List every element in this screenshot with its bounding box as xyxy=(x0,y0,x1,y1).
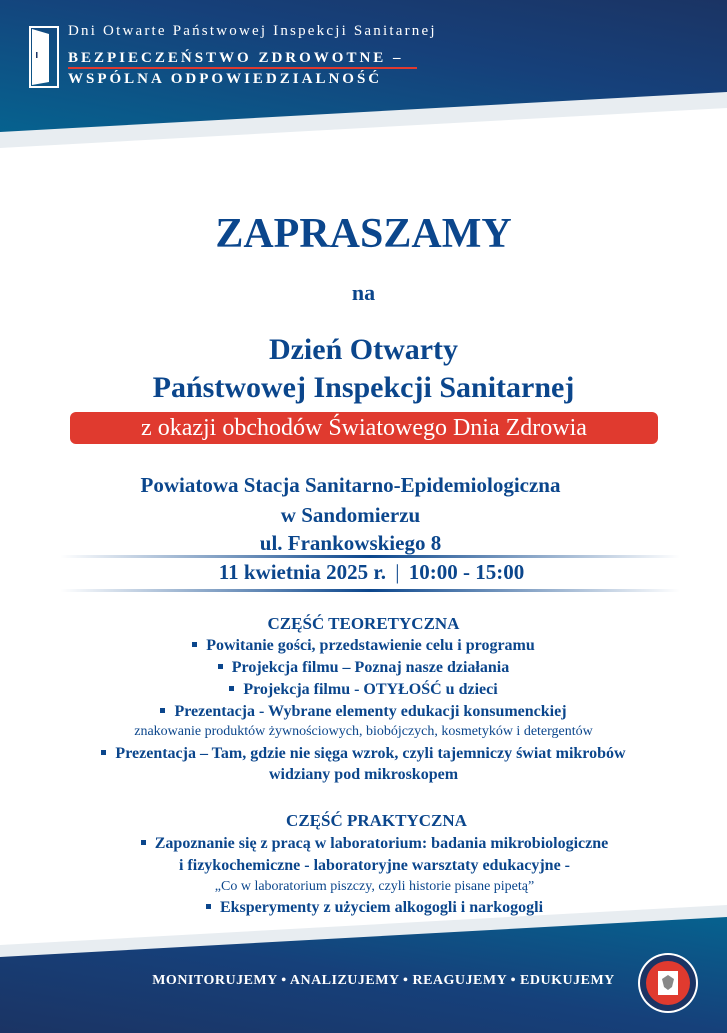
time: 10:00 - 15:00 xyxy=(408,560,525,584)
event-title-line2: Państwowej Inspekcji Sanitarnej xyxy=(152,371,575,404)
venue-line1: Powiatowa Stacja Sanitarno-Epidemiologiczna xyxy=(140,473,561,497)
date-time: 11 kwietnia 2025 r. | 10:00 - 15:00 xyxy=(218,560,525,584)
list-item: Prezentacja - Wybrane elementy edukacji konsumenckiej xyxy=(0,703,727,721)
list-item: Projekcja filmu – Poznaj nasze działania xyxy=(0,659,727,677)
list-item: Zapoznanie się z pracą w laboratorium: badania mikrobiologiczne xyxy=(11,835,727,853)
date: 11 kwietnia 2025 r. xyxy=(218,560,387,584)
divider xyxy=(60,589,680,592)
list-item-continuation: widziany pod mikroskopem xyxy=(268,766,459,783)
list-item: Eksperymenty z użyciem alkogogli i narkogogli xyxy=(11,899,727,917)
event-title-line1: Dzień Otwarty xyxy=(268,333,459,366)
venue-line2: w Sandomierzu xyxy=(280,503,421,527)
invite-title: ZAPRASZAMY xyxy=(215,211,512,257)
na-text: na xyxy=(351,280,376,305)
list-item: Projekcja filmu - OTYŁOŚĆ u dzieci xyxy=(0,681,727,699)
list-item-subtext: znakowanie produktów żywnościowych, biobójczych, kosmetyków i detergentów xyxy=(134,724,593,739)
occasion-banner: z okazji obchodów Światowego Dnia Zdrowia xyxy=(70,412,658,444)
header-slogan-line1: BEZPIECZEŃSTWO ZDROWOTNE – xyxy=(68,50,404,66)
practice-heading: CZĘŚĆ PRAKTYCZNA xyxy=(286,811,467,830)
footer-banner xyxy=(0,905,727,1033)
psse-logo-icon xyxy=(637,952,699,1014)
header-subtitle: Dni Otwarte Państwowej Inspekcji Sanitarnej xyxy=(68,23,437,39)
address: ul. Frankowskiego 8 xyxy=(259,531,442,555)
theory-heading: CZĘŚĆ TEORETYCZNA xyxy=(267,614,460,633)
list-item-continuation: i fizykochemiczne - laboratoryjne warsztaty edukacyjne - xyxy=(178,857,571,874)
header-slogan-line2: WSPÓLNA ODPOWIEDZIALNOŚĆ xyxy=(68,71,383,87)
slogan-underline xyxy=(68,67,417,69)
footer-motto: MONITORUJEMY • ANALIZUJEMY • REAGUJEMY • EDUKUJEMY xyxy=(152,973,615,988)
divider xyxy=(60,555,680,558)
door-icon xyxy=(29,26,59,88)
list-item: Prezentacja – Tam, gdzie nie sięga wzrok, czyli tajemniczy świat mikrobów xyxy=(0,745,727,763)
list-item-quote: „Co w laboratorium piszczy, czyli historie pisane pipetą” xyxy=(214,879,535,894)
list-item: Powitanie gości, przedstawienie celu i programu xyxy=(0,637,727,655)
